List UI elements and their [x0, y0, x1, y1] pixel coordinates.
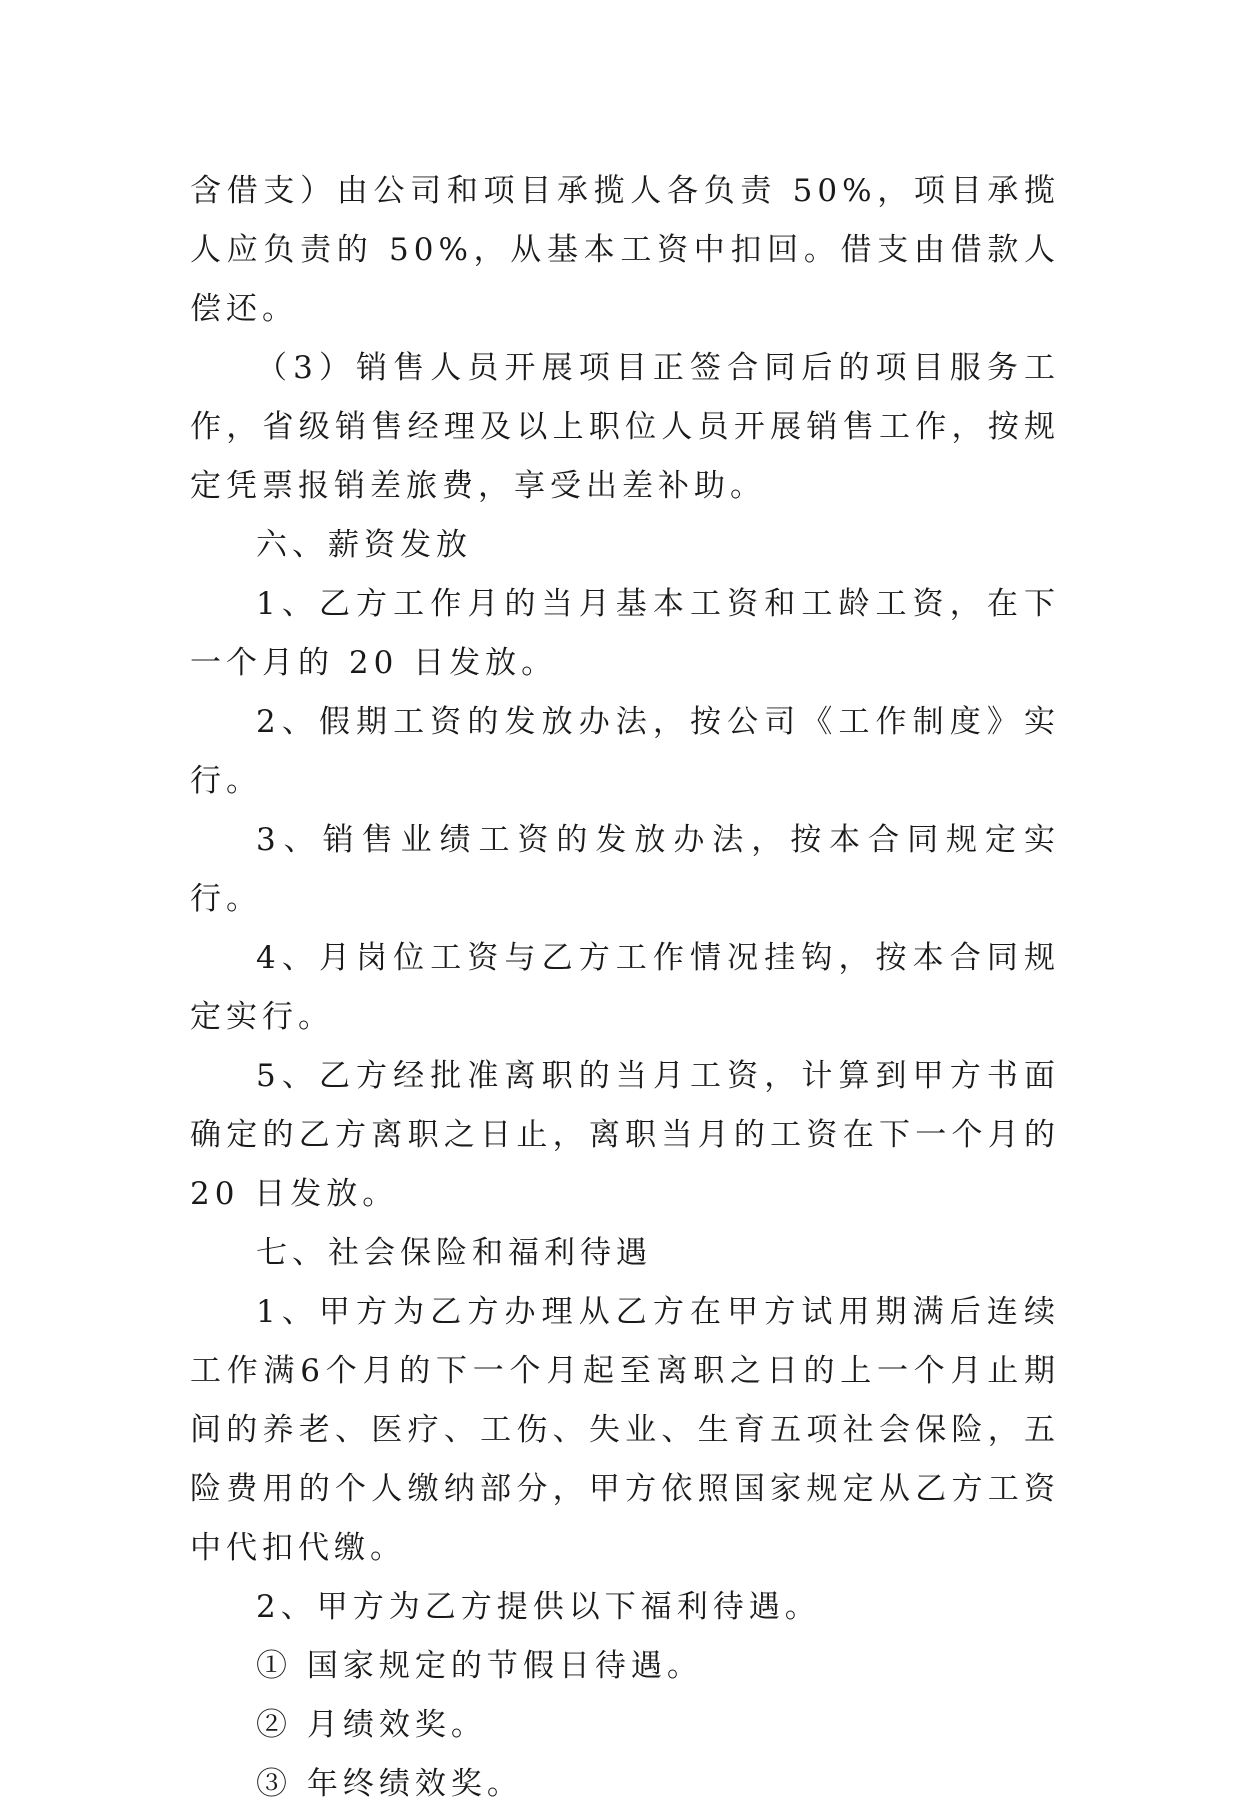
paragraph-salary-item-2: 2、假期工资的发放办法，按公司《工作制度》实行。 — [190, 704, 1060, 799]
document-body — [190, 162, 1060, 1814]
paragraph-salary-item-5: 5、乙方经批准离职的当月工资，计算到甲方书面确定的乙方离职之日止，离职当月的工资在下一个月的 20 日发放。 — [190, 1058, 1060, 1212]
section-heading-salary-payment: 六、薪资发放 — [256, 527, 472, 563]
paragraph-expense-loan: 含借支）由公司和项目承揽人各负责 50%，项目承揽人应负责的 50%，从基本工资中扣回。借支由借款人偿还。 — [190, 173, 1060, 327]
paragraph-insurance-item-2: 2、甲方为乙方提供以下福利待遇。 — [256, 1589, 821, 1625]
paragraph-salary-item-1: 1、乙方工作月的当月基本工资和工龄工资，在下一个月的 20 日发放。 — [190, 586, 1060, 681]
list-item-monthly-bonus: ② 月绩效奖。 — [256, 1707, 487, 1743]
list-item-holiday-benefits: ① 国家规定的节假日待遇。 — [256, 1648, 703, 1684]
paragraph-sales-travel: （3）销售人员开展项目正签合同后的项目服务工作，省级销售经理及以上职位人员开展销售工作，按规定凭票报销差旅费，享受出差补助。 — [190, 350, 1060, 504]
paragraph-salary-item-4: 4、月岗位工资与乙方工作情况挂钩，按本合同规定实行。 — [190, 940, 1060, 1035]
paragraph-insurance-item-1: 1、甲方为乙方办理从乙方在甲方试用期满后连续工作满6个月的下一个月起至离职之日的上一个月止期间的养老、医疗、工伤、失业、生育五项社会保险，五险费用的个人缴纳部分，甲方依照国家规定从乙方工资中代扣代缴。 — [190, 1294, 1060, 1566]
section-heading-insurance-benefits: 七、社会保险和福利待遇 — [256, 1235, 652, 1271]
paragraph-salary-item-3: 3、销售业绩工资的发放办法，按本合同规定实行。 — [190, 822, 1060, 917]
list-item-annual-bonus: ③ 年终绩效奖。 — [256, 1766, 523, 1802]
